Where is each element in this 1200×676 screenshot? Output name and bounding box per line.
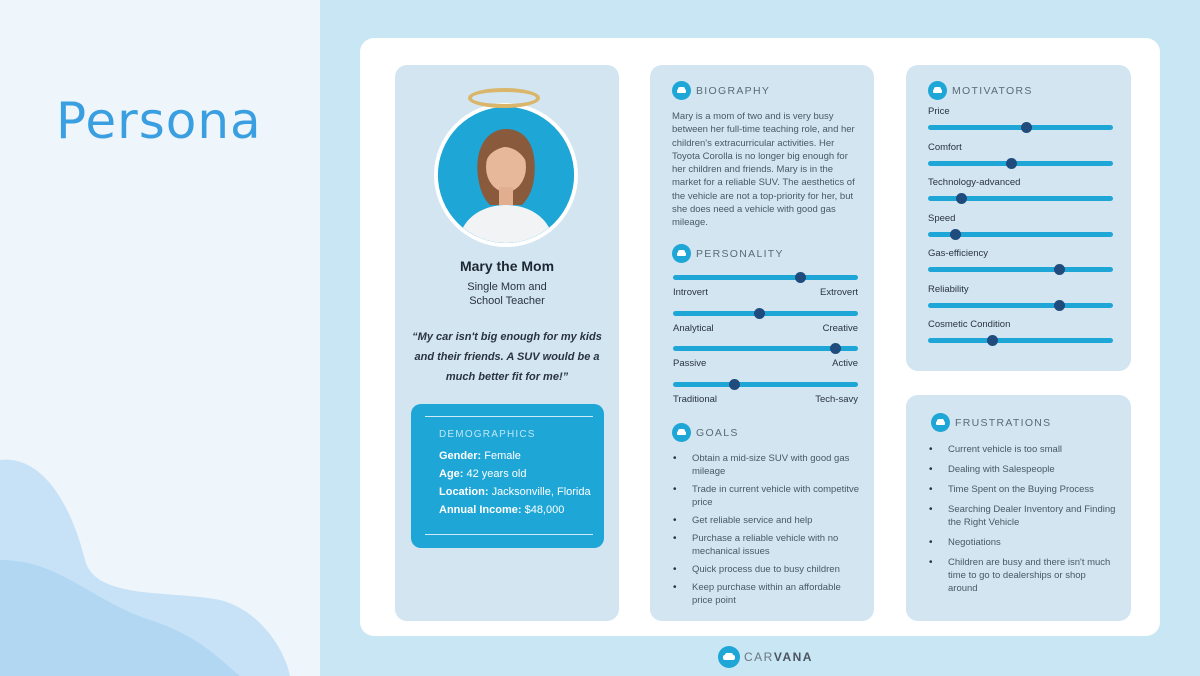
motivators-title: MOTIVATORS: [952, 84, 1033, 97]
persona-card: [360, 38, 1160, 636]
personality-slider-handle[interactable]: [830, 343, 841, 354]
trait-left-label: Traditional: [673, 393, 718, 405]
person-portrait-icon: [438, 107, 574, 243]
demographics-box: [411, 404, 604, 548]
motivator-label: Reliability: [928, 283, 969, 295]
frustrations-list: [928, 443, 1118, 602]
biography-title: BIOGRAPHY: [696, 84, 771, 97]
list-item: • Purchase a reliable vehicle with no mechanical issues: [672, 532, 862, 558]
details-column: [650, 65, 874, 621]
personality-slider-track[interactable]: [673, 346, 858, 351]
motivator-slider-handle[interactable]: [956, 193, 967, 204]
motivator-slider-handle[interactable]: [950, 229, 961, 240]
car-icon: [672, 244, 691, 263]
demo-label: Location:: [439, 486, 489, 498]
demo-value: Female: [484, 450, 521, 462]
motivator-label: Comfort: [928, 141, 962, 153]
motivator-slider-track[interactable]: [928, 338, 1113, 343]
carvana-logo-icon: [718, 646, 740, 668]
car-icon: [672, 81, 691, 100]
persona-quote: “My car isn't big enough for my kids and their friends. A SUV would be a much better fit for me!”: [412, 331, 602, 383]
motivators-header: [928, 81, 1033, 100]
demo-row-age: [439, 468, 526, 480]
avatar: [434, 103, 578, 247]
car-icon: [672, 423, 691, 442]
frustrations-header: [931, 413, 1052, 432]
page-title: Persona: [56, 92, 262, 150]
list-item: • Children are busy and there isn't much time to go to dealerships or shop around: [928, 556, 1118, 595]
list-item: • Searching Dealer Inventory and Finding the Right Vehicle: [928, 503, 1118, 529]
divider: [425, 416, 593, 417]
list-item: • Trade in current vehicle with competitve price: [672, 483, 862, 509]
motivator-slider-track[interactable]: [928, 232, 1113, 237]
brand-part-a: CAR: [744, 650, 774, 664]
left-panel: [0, 0, 320, 676]
motivator-slider-track[interactable]: [928, 161, 1113, 166]
carvana-logo: [718, 646, 813, 668]
trait-right-label: Tech-savy: [815, 393, 858, 405]
trait-left-label: Passive: [673, 358, 707, 369]
motivator-slider-track[interactable]: [928, 267, 1113, 272]
motivator-label: Gas-efficiency: [928, 248, 989, 259]
list-item: • Dealing with Salespeople: [928, 463, 1118, 476]
list-item: • Quick process due to busy children: [672, 563, 862, 576]
personality-slider-track[interactable]: [673, 311, 858, 316]
motivator-label: Technology-advanced: [928, 177, 1021, 188]
demo-label: Age:: [439, 468, 464, 480]
role-line-2: School Teacher: [469, 295, 545, 307]
demo-row-location: [439, 486, 591, 498]
profile-column: [395, 65, 619, 621]
motivator-slider-handle[interactable]: [1054, 264, 1065, 275]
list-item: • Keep purchase within an affordable price point: [672, 581, 862, 607]
motivator-slider-handle[interactable]: [1021, 122, 1032, 133]
demo-row-income: [439, 504, 564, 516]
demographics-title: DEMOGRAPHICS: [439, 429, 536, 440]
frustrations-title: FRUSTRATIONS: [955, 416, 1052, 429]
list-item: • Time Spent on the Buying Process: [928, 483, 1118, 496]
goals-list: [672, 452, 862, 612]
goals-title: GOALS: [696, 426, 739, 439]
demo-label: Gender:: [439, 450, 482, 462]
motivator-slider-handle[interactable]: [1054, 300, 1065, 311]
personality-slider-handle[interactable]: [795, 272, 806, 283]
demo-value: Jacksonville, Florida: [491, 486, 591, 498]
motivator-label: Speed: [928, 212, 956, 224]
biography-text: Mary is a mom of two and is very busy between her full-time teaching role, and her children's extracurricular activities. Her Toyota Corolla is no longer big enough for her children and friends. Mary is in the market for a reliable SUV. The aesthetics of the vehicle are not a top-priority for her, but she does need a vehicle with good gas mileage.: [672, 111, 855, 229]
personality-slider-handle[interactable]: [729, 379, 740, 390]
motivators-column: [906, 65, 1131, 371]
goals-header: [672, 423, 739, 442]
car-icon: [931, 413, 950, 432]
demo-row-gender: [439, 450, 521, 462]
role-line-1: Single Mom and: [467, 281, 547, 293]
personality-slider-track[interactable]: [673, 275, 858, 280]
motivator-slider-handle[interactable]: [1006, 158, 1017, 169]
demo-value: 42 years old: [466, 468, 527, 480]
motivator-slider-track[interactable]: [928, 125, 1113, 130]
trait-right-label: Creative: [822, 322, 858, 334]
brand-part-b: VANA: [773, 650, 813, 664]
carvana-logo-text: [744, 650, 813, 664]
avatar-wrap: [433, 85, 581, 245]
demo-value: $48,000: [524, 504, 565, 516]
list-item: • Current vehicle is too small: [928, 443, 1118, 456]
trait-left-label: Introvert: [673, 287, 708, 298]
persona-name: Mary the Mom: [459, 258, 555, 274]
personality-slider-handle[interactable]: [754, 308, 765, 319]
motivator-slider-handle[interactable]: [987, 335, 998, 346]
demo-label: Annual Income:: [439, 504, 522, 516]
trait-left-label: Analytical: [673, 322, 714, 334]
personality-slider-track[interactable]: [673, 382, 858, 387]
motivator-label: Cosmetic Condition: [928, 319, 1011, 330]
personality-title: PERSONALITY: [696, 247, 784, 260]
car-icon: [928, 81, 947, 100]
list-item: • Obtain a mid-size SUV with good gas mileage: [672, 452, 862, 478]
motivator-label: Price: [928, 106, 950, 117]
right-panel: [320, 0, 1200, 676]
trait-right-label: Extrovert: [819, 287, 858, 298]
motivator-slider-track[interactable]: [928, 303, 1113, 308]
divider: [425, 534, 593, 535]
halo-icon: [468, 88, 540, 108]
biography-header: [672, 81, 770, 100]
list-item: • Get reliable service and help: [672, 514, 862, 527]
persona-role: [395, 280, 619, 308]
personality-header: [672, 244, 784, 263]
frustrations-column: [906, 395, 1131, 621]
list-item: • Negotiations: [928, 536, 1118, 549]
trait-right-label: Active: [832, 358, 858, 369]
motivator-slider-track[interactable]: [928, 196, 1113, 201]
